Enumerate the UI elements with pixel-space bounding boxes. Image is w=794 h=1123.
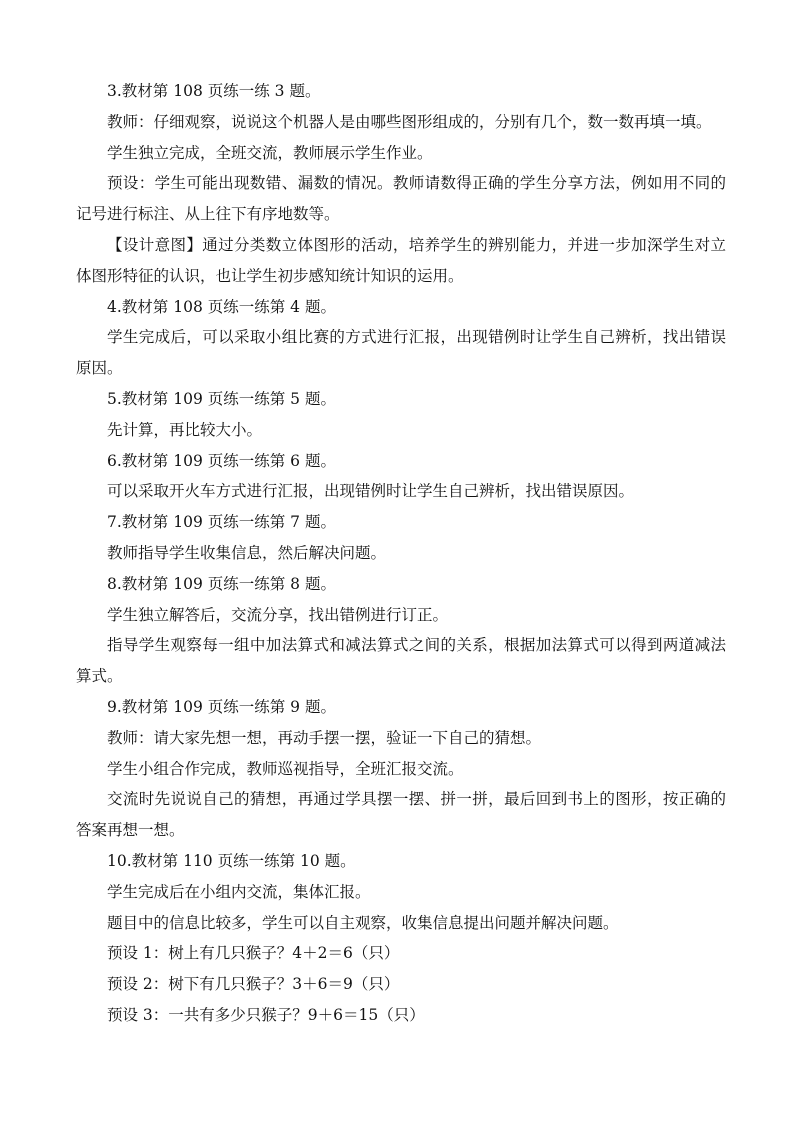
preset-answer-1: 预设 1：树上有几只猴子？4＋2＝6（只） bbox=[107, 944, 400, 963]
paragraph: 学生完成后，可以采取小组比赛的方式进行汇报，出现错例时让学生自己辨析，找出错误原因。 bbox=[76, 328, 726, 378]
paragraph: 教师：请大家先想一想，再动手摆一摆，验证一下自己的猜想。 bbox=[107, 728, 542, 747]
paragraph: 教师：仔细观察，说说这个机器人是由哪些图形组成的，分别有几个，数一数再填一填。 bbox=[107, 112, 712, 131]
item-heading-10: 10.教材第 110 页练一练第 10 题。 bbox=[107, 851, 356, 870]
paragraph: 学生独立解答后，交流分享，找出错例进行订正。 bbox=[107, 605, 449, 624]
design-intent-paragraph: 【设计意图】通过分类数立体图形的活动，培养学生的辨别能力，并进一步加深学生对立体图形特征的认识，也让学生初步感知统计知识的运用。 bbox=[76, 235, 726, 285]
paragraph: 学生小组合作完成，教师巡视指导，全班汇报交流。 bbox=[107, 759, 464, 778]
paragraph: 学生完成后在小组内交流，集体汇报。 bbox=[107, 882, 371, 901]
preset-answer-2: 预设 2：树下有几只猴子？3＋6＝9（只） bbox=[107, 975, 400, 994]
item-heading-9: 9.教材第 109 页练一练第 9 题。 bbox=[107, 697, 336, 716]
item-heading-7: 7.教材第 109 页练一练第 7 题。 bbox=[107, 513, 336, 532]
item-heading-6: 6.教材第 109 页练一练第 6 题。 bbox=[107, 451, 336, 470]
item-heading-4: 4.教材第 108 页练一练第 4 题。 bbox=[107, 297, 336, 316]
preset-answer-3: 预设 3：一共有多少只猴子？9＋6＝15（只） bbox=[107, 1005, 425, 1024]
paragraph: 预设：学生可能出现数错、漏数的情况。教师请数得正确的学生分享方法，例如用不同的记号进行标注、从上往下有序地数等。 bbox=[76, 174, 726, 224]
paragraph: 先计算，再比较大小。 bbox=[107, 420, 263, 439]
paragraph: 交流时先说说自己的猜想，再通过学具摆一摆、拼一拼，最后回到书上的图形，按正确的答案再想一想。 bbox=[76, 790, 726, 840]
document-body bbox=[76, 76, 726, 1031]
item-heading-3: 3.教材第 108 页练一练 3 题。 bbox=[107, 82, 321, 100]
paragraph: 可以采取开火车方式进行汇报，出现错例时让学生自己辨析，找出错误原因。 bbox=[107, 482, 635, 501]
paragraph: 学生独立完成，全班交流，教师展示学生作业。 bbox=[107, 143, 433, 162]
paragraph: 教师指导学生收集信息，然后解决问题。 bbox=[107, 543, 387, 562]
item-heading-8: 8.教材第 109 页练一练第 8 题。 bbox=[107, 574, 336, 593]
item-heading-5: 5.教材第 109 页练一练第 5 题。 bbox=[107, 389, 336, 408]
paragraph: 题目中的信息比较多，学生可以自主观察，收集信息提出问题并解决问题。 bbox=[107, 913, 619, 932]
paragraph: 指导学生观察每一组中加法算式和减法算式之间的关系，根据加法算式可以得到两道减法算式。 bbox=[76, 636, 726, 686]
